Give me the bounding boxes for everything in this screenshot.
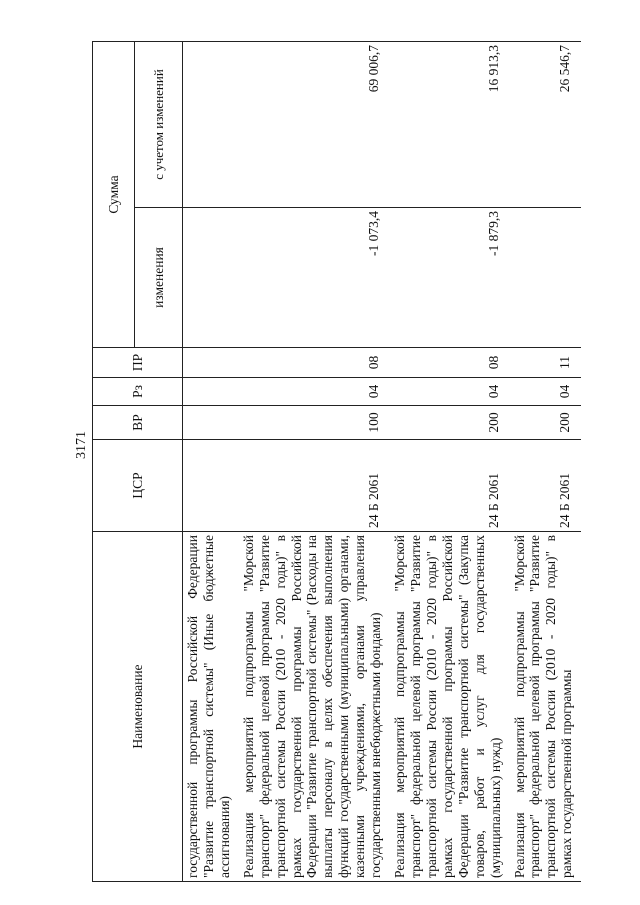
row-name: Реализация мероприятий подпрограммы "Морской транспорт" федеральной целевой программы "Развитие транспортной системы России (2010 - 2020 годы)" в рамках государственной программы Российской Федерации "Развитие транспортной системы" (Расходы на выплаты персоналу в целях обеспечения выполнения функций государственными (муниципальными) органами, казенными учреждениями, органами управления государственными внебюджетными фондами) — [239, 532, 390, 882]
row-vr: 200 — [390, 406, 509, 440]
header-with-change: с учетом изменений — [135, 41, 183, 207]
table-row — [390, 41, 509, 881]
header-vr: ВР — [93, 406, 183, 440]
row-rz: 04 — [239, 378, 390, 406]
header-pr: ПР — [93, 348, 183, 378]
row-total: 26 546,7 — [510, 41, 582, 207]
row-rz — [183, 378, 239, 406]
row-rz: 04 — [390, 378, 509, 406]
row-csr: 24 Б 2061 — [239, 440, 390, 532]
row-change: -1 073,4 — [239, 208, 390, 348]
row-pr — [183, 348, 239, 378]
row-pr: 08 — [239, 348, 390, 378]
header-name: Наименование — [93, 532, 183, 882]
table-row — [510, 41, 582, 881]
row-pr: 08 — [390, 348, 509, 378]
row-name: Реализация мероприятий подпрограммы "Морской транспорт" федеральной целевой программы "Развитие транспортной системы России (2010 - 2020 годы)" в рамках государственной программы Российской Федерации "Развитие транспортной системы" (Закупка товаров, работ и услуг для государственных (муниципальных) нужд) — [390, 532, 509, 882]
row-name: государственной программы Российской Федерации "Развитие транспортной системы" (Иные бюджетные ассигнования) — [183, 532, 239, 882]
header-change: изменения — [135, 208, 183, 348]
row-change — [510, 208, 582, 348]
table-row — [183, 41, 239, 881]
row-change — [183, 208, 239, 348]
header-sum: Сумма — [93, 41, 135, 347]
budget-table — [92, 41, 581, 882]
row-total: 69 006,7 — [239, 41, 390, 207]
row-vr — [183, 406, 239, 440]
row-csr: 24 Б 2061 — [390, 440, 509, 532]
row-total — [183, 41, 239, 207]
row-rz: 04 — [510, 378, 582, 406]
table-row — [239, 41, 390, 881]
row-vr: 200 — [510, 406, 582, 440]
row-name: Реализация мероприятий подпрограммы "Морской транспорт" федеральной целевой программы "Развитие транспортной системы России (2010 - 2020 годы)" в рамках государственной программы — [510, 532, 582, 882]
row-vr: 100 — [239, 406, 390, 440]
row-change: -1 879,3 — [390, 208, 509, 348]
page-number: 3171 — [74, 431, 89, 459]
header-rz: Рз — [93, 378, 183, 406]
header-csr: ЦСР — [93, 440, 183, 532]
row-csr — [183, 440, 239, 532]
row-csr: 24 Б 2061 — [510, 440, 582, 532]
row-total: 16 913,3 — [390, 41, 509, 207]
budget-table-rotated — [92, 42, 612, 882]
row-pr: 11 — [510, 348, 582, 378]
